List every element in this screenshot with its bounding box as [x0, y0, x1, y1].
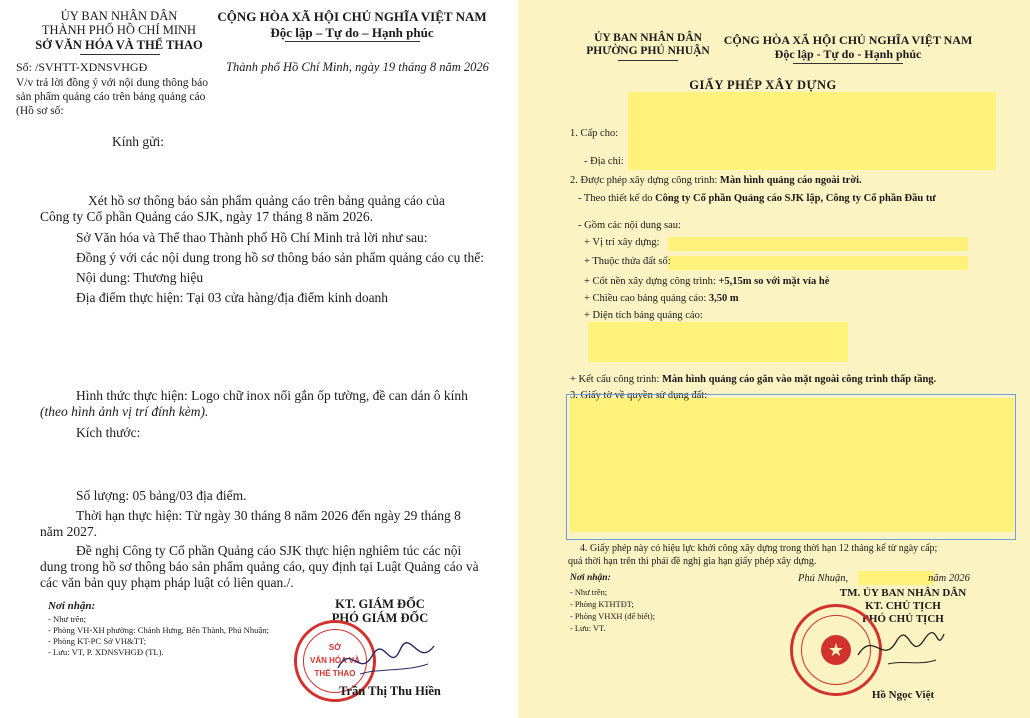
left-form-line1: Hình thức thực hiện: Logo chữ inox nổi gắn ốp tường, đề can dán ô kính [76, 388, 468, 403]
left-greeting: Kính gửi: [112, 134, 164, 149]
selection-box[interactable] [566, 394, 1016, 540]
left-nation-underline [285, 41, 420, 42]
right-org-underline [618, 60, 678, 61]
highlight-header [628, 92, 996, 170]
right-includes: - Gồm các nội dung sau: [578, 220, 681, 231]
right-sign-title1: TM. ỦY BAN NHÂN DÂN [839, 587, 967, 599]
left-signature [330, 628, 440, 688]
left-p1-line1: Xét hồ sơ thông báo sản phẩm quảng cáo trên bảng quảng cáo của [88, 193, 445, 208]
right-recipient-4: - Lưu: VT. [570, 624, 606, 633]
left-subject-line2: sản phẩm quảng cáo trên bảng quảng cáo [16, 91, 206, 103]
right-title: GIẤY PHÉP XÂY DỰNG [689, 78, 837, 92]
right-structure-label: + Kết cấu công trình: [570, 374, 662, 385]
right-signature [848, 620, 948, 680]
right-item2 [570, 175, 862, 186]
left-place-date: Thành phố Hồ Chí Minh, ngày 19 tháng 8 năm 2026 [226, 60, 489, 74]
left-form-line2: (theo hình ảnh vị trí đính kèm). [40, 404, 209, 419]
right-place-date [798, 573, 970, 584]
right-item2-label: 2. Được phép xây dựng công trình: [570, 175, 720, 186]
left-period-line2: năm 2027. [40, 524, 97, 539]
right-parcel: + Thuộc thửa đất số: [584, 256, 671, 267]
left-request-line1: Đề nghị Công ty Cổ phần Quảng cáo SJK thực hiện nghiêm túc các nội [76, 543, 462, 558]
national-emblem-icon: ★ [821, 635, 851, 665]
right-height-label: + Chiều cao bảng quảng cáo: [584, 293, 709, 304]
right-design [578, 193, 936, 204]
left-stamp-text-3: THỂ THAO [314, 669, 356, 678]
right-position: + Vị trí xây dựng: [584, 237, 660, 248]
right-org-line1: ỦY BAN NHÂN DÂN [594, 32, 702, 44]
left-recipient-2: - Phòng VH-XH phường: Chánh Hưng, Bến Thành, Phú Nhuận; [48, 625, 269, 635]
left-stamp-text-1: SỞ [328, 643, 342, 652]
right-item2-value: Màn hình quảng cáo ngoài trời. [719, 175, 862, 186]
right-design-value: Công ty Cổ phần Quảng cáo SJK lập, Công ty Cổ phần Đầu tư [655, 193, 936, 204]
left-org-line2: THÀNH PHỐ HỒ CHÍ MINH [41, 23, 197, 37]
left-p1-line2: Công ty Cổ phần Quảng cáo SJK, ngày 17 tháng 8 năm 2026. [40, 209, 373, 224]
left-org-underline [80, 54, 160, 55]
right-item1: 1. Cấp cho: [570, 128, 619, 139]
right-base-value: +5,15m so với mặt vỉa hè [718, 276, 830, 287]
left-content: Nội dung: Thương hiệu [76, 270, 204, 285]
left-recipient-3: - Phòng KT-PC Sở VH&TT; [48, 636, 147, 646]
left-request-line2: dung trong hồ sơ thông báo sản phẩm quảng cáo, quy định tại Luật Quảng cáo và [40, 559, 479, 574]
highlight-parcel [668, 256, 968, 270]
left-stamp-text-2: VĂN HÓA VÀ [310, 656, 360, 665]
left-sign-title2: PHÓ GIÁM ĐỐC [331, 611, 429, 625]
left-location: Địa điểm thực hiện: Tại 03 cửa hàng/địa điểm kinh doanh [76, 290, 389, 305]
left-recipient-1: - Như trên; [48, 614, 87, 624]
highlight-position [668, 237, 968, 251]
left-sign-title1: KT. GIÁM ĐỐC [335, 597, 425, 611]
right-sign-title3: PHÓ CHỦ TỊCH [862, 613, 944, 625]
left-subject-line3: (Hồ sơ số: [16, 105, 64, 117]
right-document [518, 0, 1030, 718]
right-address: - Địa chỉ: [584, 156, 624, 167]
right-structure [570, 374, 936, 385]
right-recipient-3: - Phòng VHXH (để biết); [570, 612, 655, 621]
left-recipient-4: - Lưu: VT, P. XDNSVHGĐ (TL). [48, 647, 164, 657]
left-recipients-title: Nơi nhận: [48, 600, 96, 612]
right-base-label: + Cốt nền xây dựng công trình: [584, 276, 719, 287]
right-area: + Diện tích bảng quảng cáo: [584, 310, 703, 321]
right-place-date-prefix: Phú Nhuận, [798, 573, 849, 584]
right-signer-name: Hồ Ngọc Việt [871, 689, 935, 701]
left-p3: Đồng ý với các nội dung trong hồ sơ thông báo sản phẩm quảng cáo cụ thể: [76, 250, 484, 265]
left-request-line3: các văn bản quy phạm pháp luật có liên quan./. [40, 575, 294, 590]
right-design-label: - Theo thiết kế do [578, 193, 656, 204]
right-recipients-title: Nơi nhận: [570, 573, 611, 583]
right-nation-line1: CỘNG HÒA XÃ HỘI CHỦ NGHĨA VIỆT NAM [723, 33, 973, 47]
right-sign-title2: KT. CHỦ TỊCH [865, 600, 941, 612]
left-period-line1: Thời hạn thực hiện: Từ ngày 30 tháng 8 năm 2026 đến ngày 29 tháng 8 [76, 508, 461, 523]
left-org-line1: ỦY BAN NHÂN DÂN [60, 9, 178, 23]
left-p2: Sở Văn hóa và Thể thao Thành phố Hồ Chí Minh trả lời như sau: [76, 230, 428, 245]
left-subject-line1: V/v trả lời đồng ý với nội dung thông báo [16, 77, 208, 89]
left-size: Kích thước: [76, 425, 141, 440]
right-org-line2: PHƯỜNG PHÚ NHUẬN [586, 45, 710, 57]
left-signer-name: Trần Thị Thu Hiền [339, 684, 441, 698]
right-height-value: 3,50 m [708, 293, 739, 304]
right-recipient-2: - Phòng KTHTĐT; [570, 600, 634, 609]
left-org-line3: SỞ VĂN HÓA VÀ THỂ THAO [35, 38, 203, 52]
left-nation-line1: CỘNG HÒA XÃ HỘI CHỦ NGHĨA VIỆT NAM [217, 9, 487, 24]
right-item4-line2: quá thời hạn trên thì phải đề nghị gia hạn giấy phép xây dựng. [568, 556, 817, 567]
right-height [584, 293, 739, 304]
right-nation-underline [793, 63, 903, 64]
left-nation-line2: Độc lập – Tự do – Hạnh phúc [270, 25, 434, 40]
right-recipient-1: - Như trên; [570, 588, 608, 597]
right-base [584, 276, 829, 287]
highlight-area [588, 322, 848, 362]
right-place-date-suffix: năm 2026 [928, 573, 970, 584]
right-nation-line2: Độc lập - Tự do - Hạnh phúc [774, 47, 922, 61]
left-doc-number: Số: /SVHTT-XDNSVHGĐ [16, 60, 148, 74]
right-item4-line1: 4. Giấy phép này có hiệu lực khởi công xây dựng trong thời hạn 12 tháng kể từ ngày cấp; [580, 543, 938, 554]
left-quantity: Số lượng: 05 bảng/03 địa điểm. [76, 488, 247, 503]
right-structure-value: Màn hình quảng cáo gắn vào mặt ngoài công trình thấp tầng. [661, 374, 937, 385]
right-item3: 3. Giấy tờ về quyền sử dụng đất: [570, 390, 708, 401]
